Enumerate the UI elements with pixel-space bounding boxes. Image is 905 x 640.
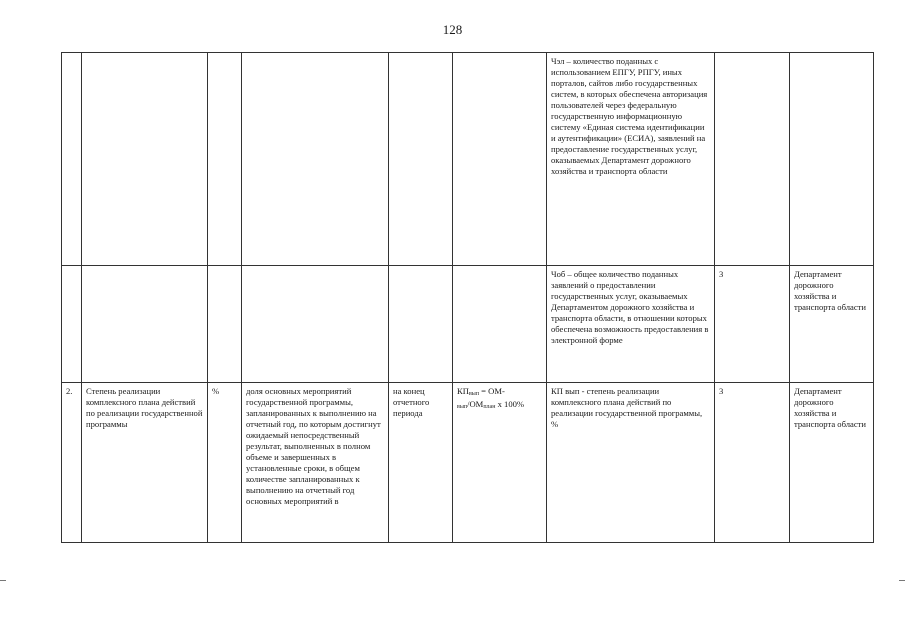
cell-method [715, 53, 790, 266]
cell-indicator-name [82, 53, 208, 266]
cell-formula [453, 383, 547, 543]
cell-responsible: Департамент дорожного хозяйства и транспорта области [790, 266, 874, 383]
cell-responsible: Департамент дорожного хозяйства и транспорта области [790, 383, 874, 543]
cell-number [62, 53, 82, 266]
cell-method: 3 [715, 383, 790, 543]
cell-period [389, 53, 453, 266]
formula-lhs-subscript: вып [468, 391, 480, 397]
cell-period [389, 266, 453, 383]
formula-lhs: КП [457, 386, 469, 396]
table-row [62, 266, 874, 383]
cell-method: 3 [715, 266, 790, 383]
cell-indicator-name [82, 266, 208, 383]
cell-responsible [790, 53, 874, 266]
table-row [62, 53, 874, 266]
indicator-table [61, 52, 874, 543]
cell-definition [242, 266, 389, 383]
cell-variables: Чоб – общее количество поданных заявлений о предоставлении государственных услуг, оказываемых Департаментом дорожного хозяйства и транспорта области, в отношении которых обеспечена возможность предоставления в электронной форме [547, 266, 715, 383]
page-number: 128 [442, 22, 463, 37]
formula-divisor: /ОМ [467, 398, 484, 409]
cell-unit: % [208, 383, 242, 543]
cell-indicator-name: Степень реализации комплексного плана действий по реализации государственной программы [82, 383, 208, 543]
cell-formula [453, 266, 547, 383]
cell-variables: Чэл – количество поданных с использованием ЕПГУ, РПГУ, иных порталов, сайтов либо государственных систем, в которых обеспечена авторизация пользователей через федеральную государственную информационную систему «Единая система идентификации и аутентификации» (ЕСИА), заявлений на предоставление государственных услуг, оказываемых Департамент дорожного хозяйства и транспорта области [547, 53, 715, 266]
cell-number: 2. [62, 383, 82, 543]
formula-subscript-a: вып [457, 403, 468, 410]
cell-unit [208, 53, 242, 266]
formula-equals: = ОМ- [479, 386, 505, 396]
table-row [62, 383, 874, 543]
cell-definition: доля основных мероприятий государственной программы, запланированных к выполнению на отчетный год, по которым достигнут ожидаемый непосредственный результат, выполненных в полном объеме и завершенных в установленные сроки, в общем количестве запланированных к выполнению на отчетный год основных мероприятий в [242, 383, 389, 543]
cell-period: на конец отчетного периода [389, 383, 453, 543]
cell-variables: КП вып - степень реализации комплексного плана действий по реализации государственной программы, % [547, 383, 715, 543]
scan-edge-mark [0, 580, 6, 581]
cell-definition [242, 53, 389, 266]
cell-number [62, 266, 82, 383]
cell-unit [208, 266, 242, 383]
scan-edge-mark [899, 580, 905, 581]
formula-subscript-b: план [483, 403, 496, 410]
formula-tail: х 100% [495, 398, 525, 409]
cell-formula [453, 53, 547, 266]
